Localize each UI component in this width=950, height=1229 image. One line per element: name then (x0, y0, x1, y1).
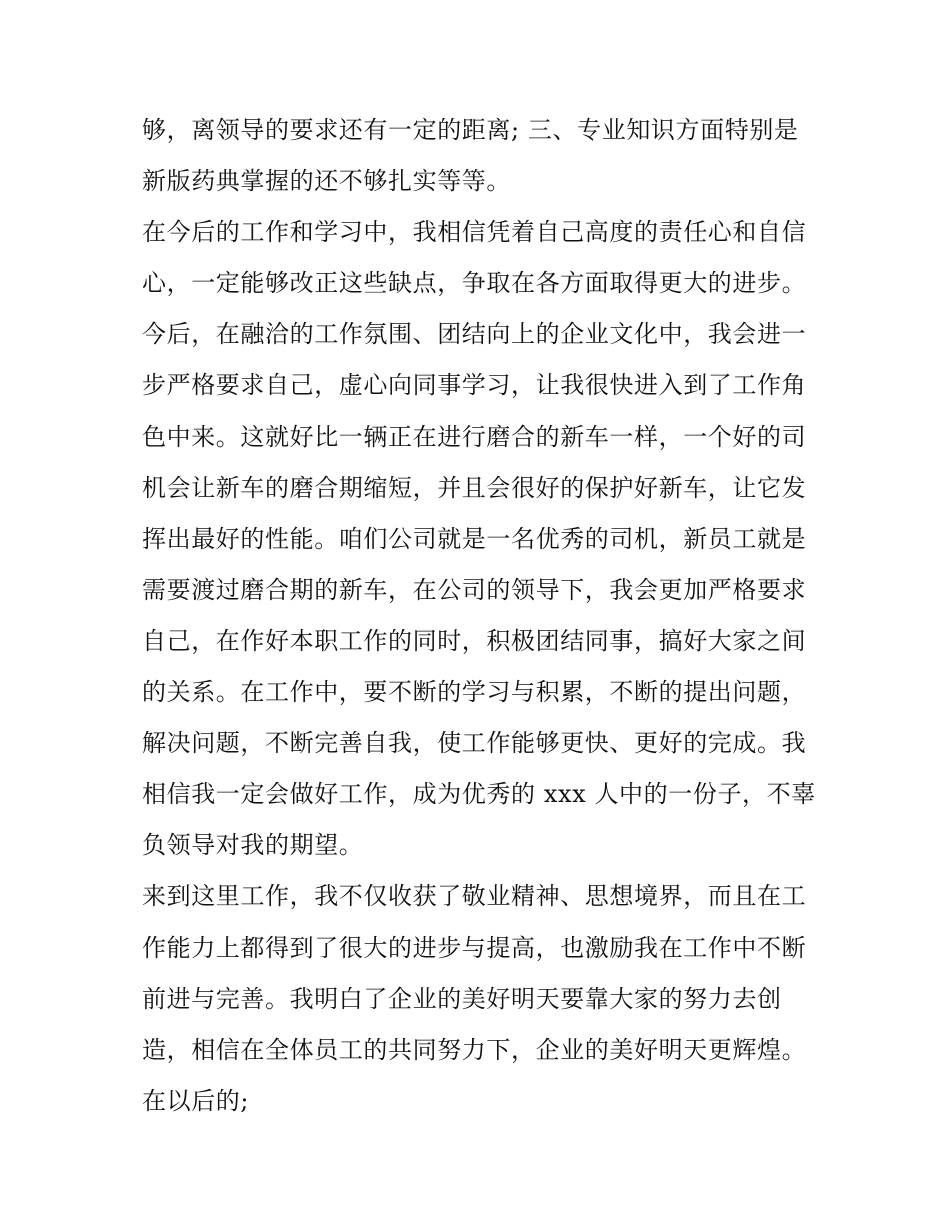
text-line: 在今后的工作和学习中，我相信凭着自己高度的责任心和自信 (142, 218, 807, 247)
text-line: 作能力上都得到了很大的进步与提高，也激励我在工作中不断 (142, 933, 807, 962)
text-line: 心，一定能够改正这些缺点，争取在各方面取得更大的进步。 (142, 269, 807, 298)
text-line: 解决问题，不断完善自我，使工作能够更快、更好的完成。我 (142, 729, 807, 758)
text-line: 自己，在作好本职工作的同时，积极团结同事，搞好大家之间 (142, 626, 807, 655)
text-line: 造，相信在全体员工的共同努力下，企业的美好明天更辉煌。 (142, 1035, 807, 1064)
text-line: 负领导对我的期望。 (142, 831, 364, 860)
text-line: 今后，在融洽的工作氛围、团结向上的企业文化中，我会进一 (142, 320, 807, 349)
text-line: 够，离领导的要求还有一定的距离; 三、专业知识方面特别是 (142, 116, 799, 144)
text-line: 的关系。在工作中，要不断的学习与积累，不断的提出问题， (142, 678, 807, 707)
body-text (142, 108, 822, 1130)
text-line: 来到这里工作，我不仅收获了敬业精神、思想境界，而且在工 (142, 882, 807, 911)
text-line: 需要渡过磨合期的新车，在公司的领导下，我会更加严格要求 (142, 575, 807, 604)
text-line: 新版药典掌握的还不够扎实等等。 (142, 167, 511, 196)
text-line: 机会让新车的磨合期缩短，并且会很好的保护好新车，让它发 (142, 473, 807, 502)
text-line: 在以后的; (142, 1086, 250, 1115)
text-line: 步严格要求自己，虚心向同事学习，让我很快进入到了工作角 (142, 371, 807, 400)
text-line: 挥出最好的性能。咱们公司就是一名优秀的司机，新员工就是 (142, 524, 807, 553)
text-line: 相信我一定会做好工作，成为优秀的 xxx 人中的一份子，不辜 (142, 780, 816, 809)
text-line: 色中来。这就好比一辆正在进行磨合的新车一样，一个好的司 (142, 422, 807, 451)
text-line: 前进与完善。我明白了企业的美好明天要靠大家的努力去创 (142, 984, 782, 1013)
